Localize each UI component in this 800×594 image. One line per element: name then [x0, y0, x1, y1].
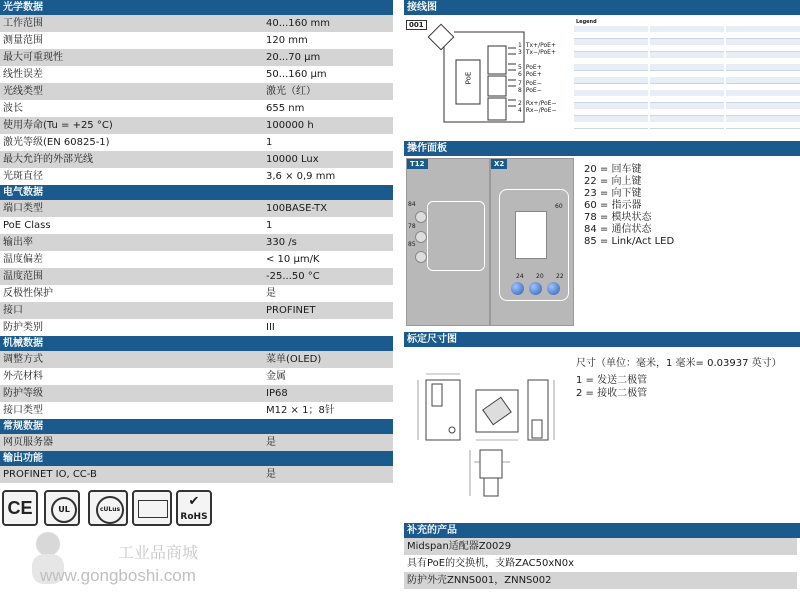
wiring-pin: [518, 71, 542, 78]
accessory-row: 防护外壳ZNNS001，ZNNS002: [404, 572, 797, 589]
rohs-mark-icon: ✔ RoHS: [176, 490, 212, 526]
wiring-diagram: [404, 18, 572, 130]
electrical-rows: [0, 200, 393, 336]
cert-logos: [2, 490, 222, 528]
optical-header: 光学数据: [0, 0, 393, 15]
watermark: [20, 530, 220, 592]
spec-key: 线性误差: [3, 69, 43, 80]
accessories-list: [404, 538, 797, 589]
spec-value: IP68: [266, 388, 288, 399]
panel-legend-item: 78 = 模块状态: [584, 212, 652, 223]
spec-row: [0, 49, 393, 66]
watermark-url: www.gongboshi.com: [40, 566, 196, 585]
wiring-pin: [518, 80, 542, 87]
ul-mark-icon: UL: [44, 490, 80, 526]
spec-row: [0, 302, 393, 319]
pin-number: 6: [518, 71, 522, 78]
spec-key: PoE Class: [3, 220, 51, 231]
spec-key: 反极性保护: [3, 288, 53, 299]
spec-value: 1: [266, 220, 273, 231]
t12-label: T12: [407, 159, 428, 169]
spec-row: [0, 168, 393, 185]
spec-row: [0, 83, 393, 100]
wiring-pin: [518, 64, 542, 71]
spec-value: 100BASE-TX: [266, 203, 328, 214]
spec-row: [0, 319, 393, 336]
panel-header: 操作面板: [404, 141, 800, 156]
spec-key: 使用寿命(Tu = +25 °C): [3, 120, 113, 131]
spec-row: [0, 251, 393, 268]
spec-key: 防护等级: [3, 388, 43, 399]
spec-row: [0, 117, 393, 134]
link-act-led-icon: [415, 251, 427, 263]
down-button[interactable]: [547, 282, 560, 295]
wiring-pin: [518, 87, 542, 94]
panel-legend-item: 60 = 指示器: [584, 200, 642, 211]
right-column: [404, 0, 800, 15]
panel-legend-item: 84 = 通信状态: [584, 224, 652, 235]
pin-label: PoE+: [525, 64, 542, 71]
culus-mark-icon: cULus: [88, 490, 128, 526]
enter-num: 24: [516, 273, 524, 280]
dimensions-header: 标定尺寸图: [404, 332, 800, 347]
watermark-cn: 工业品商城: [118, 543, 199, 562]
mechanical-rows: [0, 351, 393, 419]
spec-key: 接口: [3, 305, 23, 316]
spec-value: M12 × 1；8针: [266, 405, 335, 416]
x2-label: X2: [491, 159, 507, 169]
optical-rows: [0, 15, 393, 185]
t12-num-78: 78: [408, 223, 416, 230]
spec-key: 测量范围: [3, 35, 43, 46]
legend-title: Legend: [576, 19, 597, 25]
pin-number: 3: [518, 49, 522, 56]
spec-row: [0, 32, 393, 49]
legend-cell: [726, 122, 800, 129]
pin-number: 4: [518, 107, 522, 114]
poe-inner-label: PoE: [464, 71, 473, 85]
up-button[interactable]: [529, 282, 542, 295]
spec-key: 光线类型: [3, 86, 43, 97]
spec-row: [0, 151, 393, 168]
panel-x2: [490, 158, 574, 326]
t12-num-85: 85: [408, 241, 416, 248]
pin-label: PoE−: [525, 87, 542, 94]
accessories-header: 补充的产品: [404, 523, 800, 538]
wiring-pin: [518, 42, 556, 49]
electrical-header: 电气数据: [0, 185, 393, 200]
output-header: 输出功能: [0, 451, 393, 466]
spec-row: [0, 434, 393, 451]
spec-value: 100000 h: [266, 120, 314, 131]
spec-value: -25...50 °C: [266, 271, 320, 282]
dimension-item: 1 = 发送二极管: [576, 375, 648, 386]
spec-value: 金属: [266, 371, 286, 382]
pin-number: 7: [518, 80, 522, 87]
pin-label: Tx−/PoE+: [525, 49, 556, 56]
spec-row: [0, 200, 393, 217]
dimension-items: [576, 374, 647, 400]
panel-legend-item: 20 = 回车键: [584, 164, 642, 175]
panel-legend-item: 22 = 向上键: [584, 176, 642, 187]
spec-key: 输出率: [3, 237, 33, 248]
wiring-pin: [518, 49, 556, 56]
spec-key: 激光等级(EN 60825-1): [3, 137, 110, 148]
pin-label: PoE−: [525, 80, 542, 87]
spec-key: 调整方式: [3, 354, 43, 365]
dimension-item: 2 = 接收二极管: [576, 388, 648, 399]
panel-legend-item: 23 = 向下键: [584, 188, 642, 199]
accessory-row: Midspan适配器Z0029: [404, 538, 797, 555]
pin-label: PoE+: [525, 71, 542, 78]
spec-value: 20...70 µm: [266, 52, 321, 63]
wiring-legend: [574, 18, 800, 130]
spec-value: 40...160 mm: [266, 18, 331, 29]
spec-row: [0, 100, 393, 117]
pin-label: Rx−/PoE−: [525, 107, 557, 114]
spec-key: 工作范围: [3, 18, 43, 29]
spec-key: 温度偏差: [3, 254, 43, 265]
pin-number: 5: [518, 64, 522, 71]
module-status-led-icon: [415, 231, 427, 243]
wiring-header: 接线图: [404, 0, 800, 15]
up-num: 20: [536, 273, 544, 280]
general-rows: [0, 434, 393, 451]
spec-table: [0, 0, 393, 483]
dimension-drawing: [404, 350, 574, 520]
x2-display: [515, 211, 547, 259]
spec-key: 防护类别: [3, 322, 43, 333]
spec-key: 波长: [3, 103, 23, 114]
spec-value: 菜单(OLED): [266, 354, 322, 365]
spec-value: 330 /s: [266, 237, 297, 248]
panel-legend: [584, 164, 794, 248]
spec-row: [0, 285, 393, 302]
spec-value: 是: [266, 437, 276, 448]
output-rows: [0, 466, 393, 483]
mechanical-header: 机械数据: [0, 336, 393, 351]
spec-row: [0, 268, 393, 285]
ce-mark-icon: CE: [2, 490, 38, 526]
spec-key: 温度范围: [3, 271, 43, 282]
pin-number: 2: [518, 100, 522, 107]
spec-value: 655 nm: [266, 103, 305, 114]
comm-status-led-icon: [415, 211, 427, 223]
pin-number: 1: [518, 42, 522, 49]
spec-value: 120 mm: [266, 35, 308, 46]
legend-grid: [574, 26, 800, 130]
spec-row: [0, 402, 393, 419]
spec-key: PROFINET IO, CC-B: [3, 469, 97, 480]
spec-row: [0, 368, 393, 385]
spec-value: 10000 Lux: [266, 154, 319, 165]
spec-key: 外壳材料: [3, 371, 43, 382]
t12-window: [427, 201, 485, 271]
panel-t12: [406, 158, 490, 326]
down-num: 22: [556, 273, 564, 280]
spec-row: [0, 66, 393, 83]
spec-value: 是: [266, 469, 276, 480]
wiring-pin: [518, 100, 557, 107]
laser-class-icon: [132, 490, 172, 526]
spec-value: 是: [266, 288, 276, 299]
wiring-pin: [518, 107, 557, 114]
indicator-num: 60: [555, 203, 563, 210]
spec-key: 端口类型: [3, 203, 43, 214]
spec-row: [0, 134, 393, 151]
legend-cell: [650, 122, 724, 129]
pin-number: 8: [518, 87, 522, 94]
spec-row: [0, 15, 393, 32]
spec-row: [0, 234, 393, 251]
spec-key: 最大可重现性: [3, 52, 63, 63]
spec-key: 光斑直径: [3, 171, 43, 182]
spec-key: 网页服务器: [3, 437, 53, 448]
spec-value: 激光（红）: [266, 86, 316, 97]
spec-row: [0, 217, 393, 234]
accessory-row: 具有PoE的交换机，支路ZAC50xN0x: [404, 555, 797, 572]
t12-num-84: 84: [408, 201, 416, 208]
legend-cell: [574, 122, 648, 129]
spec-value: < 10 µm/K: [266, 254, 320, 265]
enter-button[interactable]: [511, 282, 524, 295]
pin-label: Rx+/PoE−: [525, 100, 557, 107]
dimension-unit: 尺寸（单位：毫米，1 毫米= 0.03937 英寸）: [576, 358, 782, 369]
spec-key: 接口类型: [3, 405, 43, 416]
spec-value: 3,6 × 0,9 mm: [266, 171, 336, 182]
spec-value: 1: [266, 137, 273, 148]
panel-legend-item: 85 = Link/Act LED: [584, 236, 675, 247]
spec-row: [0, 351, 393, 368]
general-header: 常规数据: [0, 419, 393, 434]
wiring-code: 001: [406, 20, 427, 30]
spec-value: PROFINET: [266, 305, 316, 316]
dimension-sketch: [404, 350, 574, 520]
spec-row: [0, 466, 393, 483]
spec-key: 最大允许的外部光线: [3, 154, 93, 165]
pin-label: Tx+/PoE+: [525, 42, 556, 49]
spec-row: [0, 385, 393, 402]
spec-value: 50...160 µm: [266, 69, 327, 80]
spec-value: III: [266, 322, 275, 333]
